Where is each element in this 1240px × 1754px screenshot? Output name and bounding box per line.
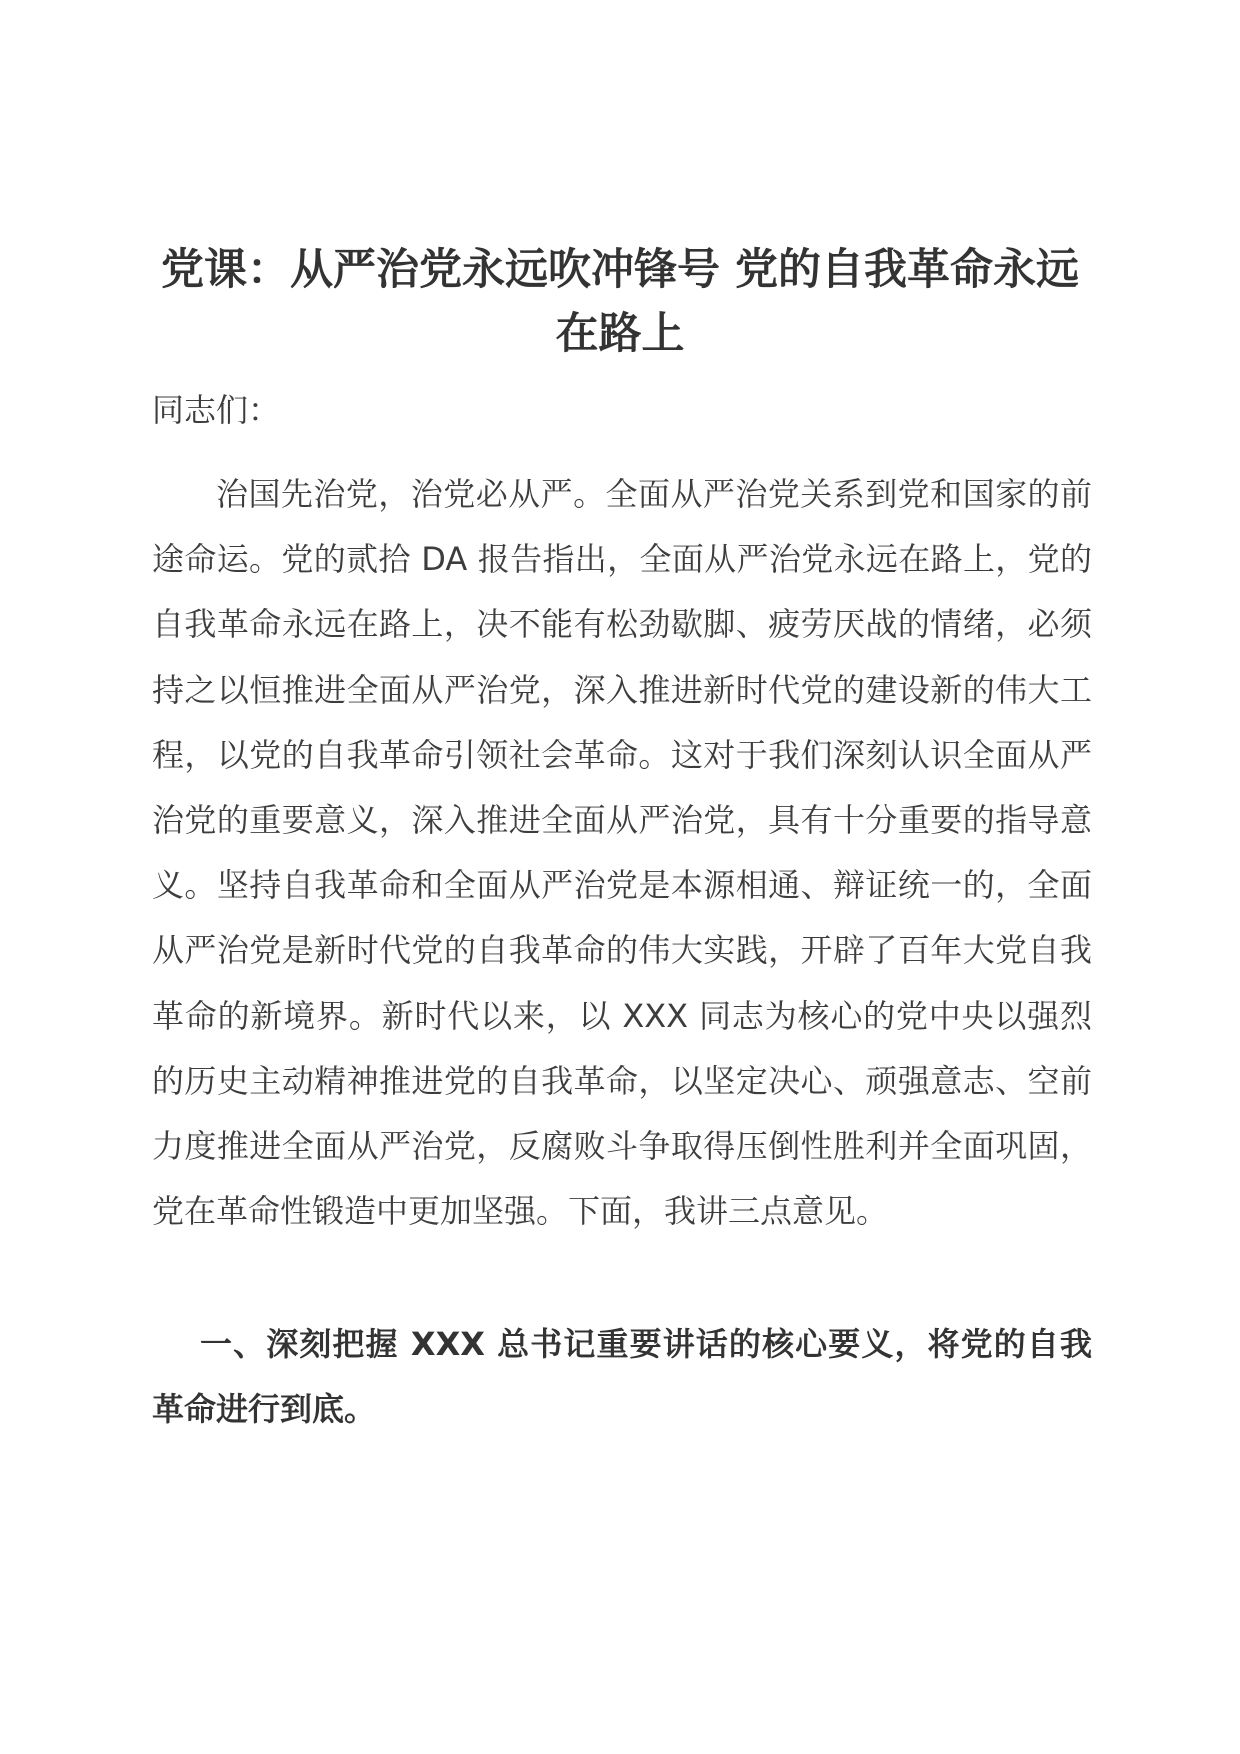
salutation: 同志们： — [152, 391, 281, 429]
document-title: 党课：从严治党永远吹冲锋号 党的自我革命永远在路上 — [161, 245, 1079, 359]
body-paragraph: 治国先治党，治党必从严。全面从严治党关系到党和国家的前途命运。党的贰拾 DA 报告指出，全面从严治党永远在路上，党的自我革命永远在路上，决不能有松劲歇脚、疲劳厌战的情绪，必须持之以恒推进全面从严治党，深入推进新时代党的建设新的伟大工程，以党的自我革命引领社会革命。这对于我们深刻认识全面从严治党的重要意义，深入推进全面从严治党，具有十分重要的指导意义。坚持自我革命和全面从严治党是本源相通、辩证统一的，全面从严治党是新时代党的自我革命的伟大实践，开辟了百年大党自我革命的新境界。新时代以来，以 XXX 同志为核心的党中央以强烈的历史主动精神推进党的自我革命，以坚定决心、顽强意志、空前力度推进全面从严治党，反腐败斗争取得压倒性胜利并全面巩固，党在革命性锻造中更加坚强。下面，我讲三点意见。 — [152, 475, 1092, 1231]
section-heading: 一、深刻把握 XXX 总书记重要讲话的核心要义，将党的自我革命进行到底。 — [152, 1325, 1092, 1428]
